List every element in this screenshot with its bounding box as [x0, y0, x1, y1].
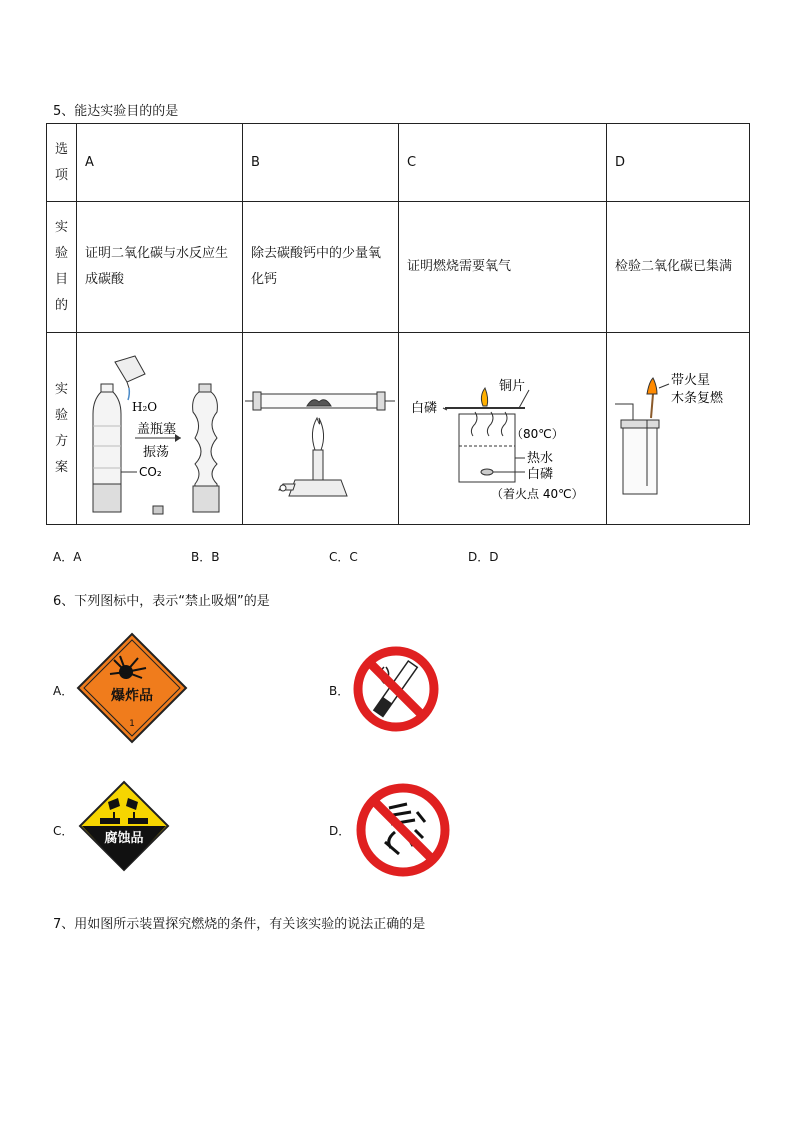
wooden-splint-icon [651, 394, 653, 418]
purpose-d: 检验二氧化碳已集满 [607, 202, 750, 333]
alcohol-burner-icon [279, 450, 347, 496]
gas-bottle-icon [623, 426, 657, 494]
diagram-c-combustion [399, 333, 607, 525]
svg-text:腐蚀品: 腐蚀品 [104, 831, 144, 846]
diagram-b-heating [243, 333, 399, 525]
svg-text:1: 1 [129, 719, 135, 729]
bottle-cap-icon [153, 506, 163, 514]
label-hot-water: 热水 [527, 450, 554, 466]
experiment-table [46, 123, 750, 525]
answer-c[interactable]: C．C [329, 550, 358, 564]
label-cap: 盖瓶塞 [137, 421, 177, 437]
q6-label-b[interactable]: B． [329, 684, 350, 698]
purpose-a: 证明二氧化碳与水反应生成碳酸 [77, 202, 243, 333]
option-b: B [243, 124, 399, 202]
question-6-title: 6、下列图标中，表示“禁止吸烟”的是 [53, 594, 270, 609]
label-white-p-top: 白磷 [411, 400, 438, 416]
label-copper: 铜片 [499, 378, 526, 394]
q6-label-d[interactable]: D． [329, 824, 351, 838]
label-water: H₂O [132, 399, 158, 414]
explosive-sign-icon[interactable] [76, 632, 188, 744]
table-row-plans [47, 333, 750, 525]
question-5-title: 5、能达实验目的的是 [53, 104, 179, 119]
option-d: D [607, 124, 750, 202]
table-row-options [47, 124, 750, 202]
option-a: A [77, 124, 243, 202]
bottle-left-icon [93, 384, 121, 512]
label-temperature: （80℃） [511, 426, 564, 441]
option-c: C [399, 124, 607, 202]
answer-b[interactable]: B．B [191, 550, 220, 564]
label-splint-1: 带火星 [671, 372, 711, 388]
beaker-icon [115, 356, 145, 388]
diagram-a-bottles [77, 333, 243, 525]
q6-label-a[interactable]: A． [53, 684, 74, 698]
no-smoking-sign-icon[interactable] [352, 645, 440, 733]
label-splint-2: 木条复燃 [671, 390, 724, 406]
label-shake: 振荡 [143, 444, 170, 460]
bottle-right-icon [193, 384, 219, 512]
label-white-p-bottom: 白磷 [527, 466, 554, 482]
diagram-d-splint [607, 333, 750, 525]
svg-text:爆炸品: 爆炸品 [111, 688, 153, 704]
question-7-title: 7、用如图所示装置探究燃烧的条件，有关该实验的说法正确的是 [53, 917, 426, 932]
table-row-purposes [47, 202, 750, 333]
corrosive-sign-icon[interactable] [78, 780, 170, 872]
header-option: 选 项 [47, 124, 77, 202]
q6-label-c[interactable]: C． [53, 824, 74, 838]
prohibition-sign-icon[interactable] [355, 782, 451, 878]
label-co2: CO₂ [139, 464, 162, 479]
answer-d[interactable]: D．D [468, 550, 499, 564]
answer-a[interactable]: A．A [53, 550, 82, 564]
purpose-c: 证明燃烧需要氧气 [399, 202, 607, 333]
header-purpose: 实 验 目 的 [47, 202, 77, 333]
purpose-b: 除去碳酸钙中的少量氧化钙 [243, 202, 399, 333]
label-ignition-point: （着火点 40℃） [491, 486, 584, 501]
header-plan: 实 验 方 案 [47, 333, 77, 525]
